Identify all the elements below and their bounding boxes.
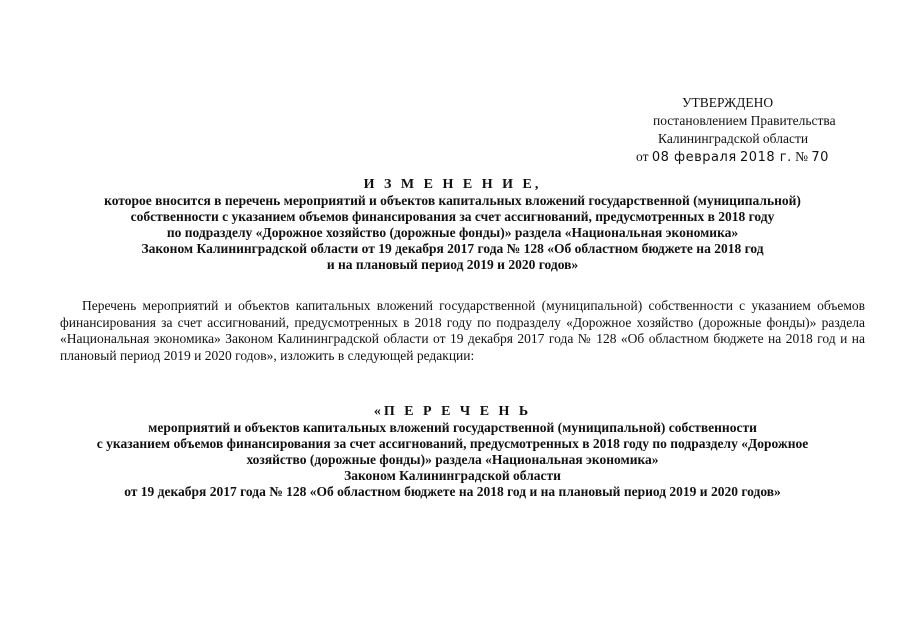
approval-region: Калининградской области [658,131,809,146]
list-title: «П Е Р Е Ч Е Н Ь [373,404,532,419]
amendment-line: по подразделу «Дорожное хозяйство (дорожные фонды)» раздела «Национальная экономика» [166,225,739,240]
body-paragraph [60,298,865,364]
amendment-line: Законом Калининградской области от 19 декабря 2017 года № 128 «Об областном бюджете на 2018 год [141,241,764,256]
amendment-title: И З М Е Н Е Н И Е, [363,177,542,192]
amendment-line: и на плановый период 2019 и 2020 годов» [326,257,579,272]
list-line: хозяйство (дорожные фонды)» раздела «Национальная экономика» [246,452,659,467]
approval-date-year: 2018 г. [740,150,792,165]
list-line: Законом Калининградской области [344,468,561,483]
list-line: от 19 декабря 2017 года № 128 «Об областном бюджете на 2018 год и на плановый период 2019 и 2020 годов» [124,484,781,499]
approval-number: 70 [811,150,829,165]
approval-number-label: № [795,149,808,164]
body-paragraph-text: Перечень мероприятий и объектов капитальных вложений государственной (муниципальной) собственности с указанием объемов финансирования за счет ассигнований, предусмотренных в 2018 году по подразделу «Дорожное хозяйство (дорожные фонды)» раздела «Национальная экономика» Законом Калининградской области от 19 декабря 2017 года № 128 «Об областном бюджете на 2018 год и на плановый период 2019 и 2020 годов», изложить в следующей редакции: [60,298,865,363]
amendment-line: собственности с указанием объемов финансирования за счет ассигнований, предусмотренных в 2018 году [130,209,775,224]
approval-date-line [610,148,880,167]
approval-date-prefix: от [636,149,649,164]
approval-date-day: 08 февраля [651,150,737,165]
list-line: с указанием объемов финансирования за счет ассигнований, предусмотренных в 2018 году по подразделу «Дорожное [96,436,809,451]
amendment-line: которое вносится в перечень мероприятий и объектов капитальных вложений государственной (муниципальной) [104,193,801,208]
list-heading [40,404,865,500]
list-line: мероприятий и объектов капитальных вложений государственной (муниципальной) собственности [148,420,757,435]
approval-authority: постановлением Правительства [653,113,836,128]
amendment-heading [40,177,865,273]
approval-stamp [610,94,880,167]
approval-title: УТВЕРЖДЕНО [682,95,774,110]
